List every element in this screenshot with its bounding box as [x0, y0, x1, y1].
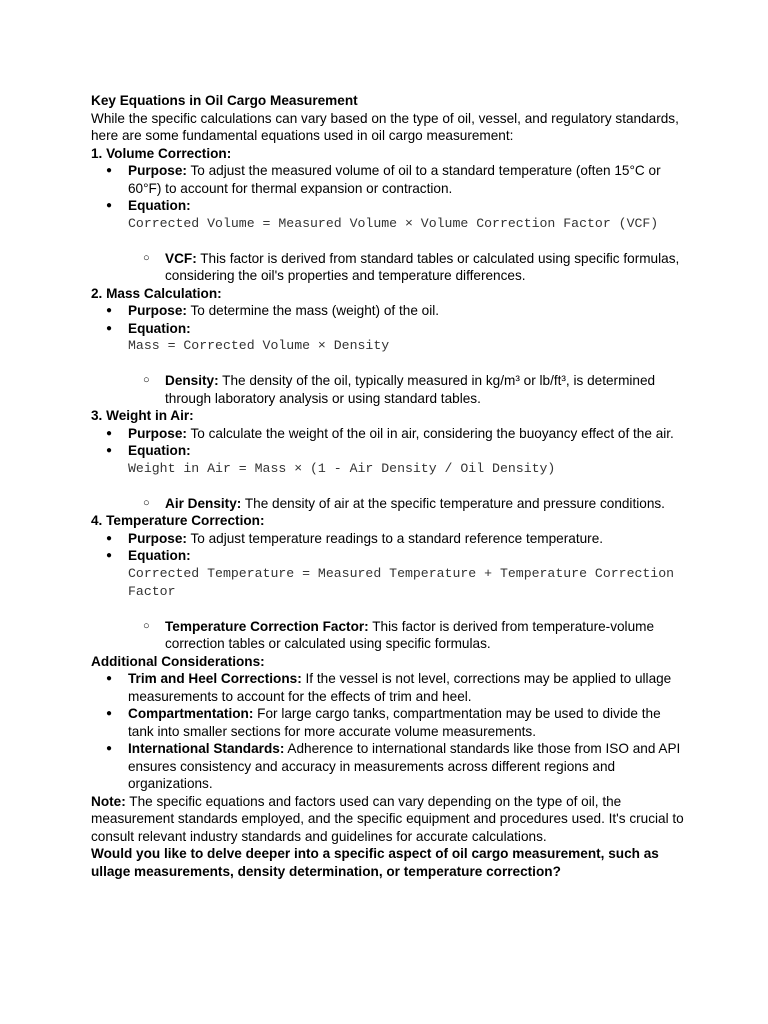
sub-item-label: Temperature Correction Factor:: [165, 618, 369, 634]
purpose-text: To adjust the measured volume of oil to a standard temperature (often 15°C or 60°F) to account for thermal expansion or contraction.: [128, 163, 661, 196]
note-text: The specific equations and factors used can vary depending on the type of oil, the measurement standards employed, and the specific equipment and procedures used. It's crucial to consult relevant industry standards and guidelines for accurate calculations.: [91, 793, 684, 844]
sub-list: [128, 250, 686, 285]
sub-item: [165, 495, 686, 513]
equation-label: Equation:: [128, 198, 191, 213]
equation-item: [128, 320, 686, 408]
section-list: [91, 530, 686, 653]
section-volume-correction: [91, 145, 686, 285]
consideration-label: Compartmentation:: [128, 706, 254, 721]
equation-label: Equation:: [128, 320, 191, 336]
document-body: [91, 92, 686, 880]
sub-item: [165, 618, 686, 653]
sub-list: [128, 618, 686, 653]
purpose-item: [128, 425, 686, 443]
purpose-label: Purpose:: [128, 303, 187, 318]
sub-item-text: This factor is derived from standard tables or calculated using specific formulas, considering the oil's properties and temperature differences.: [165, 250, 680, 283]
sub-item-text: This factor is derived from temperature-volume correction tables or calculated using specific formulas.: [165, 618, 655, 651]
considerations-list: [91, 670, 686, 793]
section-list: [91, 425, 686, 513]
purpose-label: Purpose:: [128, 530, 187, 546]
purpose-item: [128, 162, 686, 197]
equation-item: [128, 197, 686, 285]
consideration-item: [128, 705, 686, 740]
section-heading: 1. Volume Correction:: [91, 145, 232, 161]
purpose-item: [128, 530, 686, 548]
sub-item-text: The density of the oil, typically measured in kg/m³ or lb/ft³, is determined through laboratory analysis or using standard tables.: [165, 373, 656, 406]
section-heading: Additional Considerations:: [91, 653, 265, 669]
sub-list: [128, 372, 686, 407]
consideration-label: Trim and Heel Corrections:: [128, 671, 302, 686]
consideration-label: International Standards:: [128, 741, 285, 756]
sub-item: [165, 372, 686, 407]
equation-item: [128, 547, 686, 653]
consideration-text: For large cargo tanks, compartmentation may be used to divide the tank into smaller sections for more accurate volume measurements.: [128, 706, 661, 739]
additional-considerations: [91, 653, 686, 793]
section-list: [91, 162, 686, 285]
document-title: Key Equations in Oil Cargo Measurement: [91, 93, 358, 108]
intro-paragraph: While the specific calculations can vary based on the type of oil, vessel, and regulatory standards, here are some fundamental equations used in oil cargo measurement:: [91, 110, 679, 143]
sub-item-label: VCF:: [165, 250, 197, 266]
sub-item: [165, 250, 686, 285]
section-mass-calculation: [91, 285, 686, 408]
section-list: [91, 302, 686, 407]
equation-label: Equation:: [128, 443, 191, 458]
consideration-item: [128, 740, 686, 793]
equation-item: [128, 442, 686, 512]
equation-code: Mass = Corrected Volume × Density: [128, 338, 390, 353]
sub-item-label: Density:: [165, 373, 219, 388]
section-heading: 3. Weight in Air:: [91, 408, 194, 423]
equation-label: Equation:: [128, 548, 191, 563]
sub-item-text: The density of air at the specific temperature and pressure conditions.: [241, 495, 665, 511]
sub-list: [128, 495, 686, 513]
purpose-text: To adjust temperature readings to a standard reference temperature.: [186, 530, 604, 546]
section-temperature-correction: [91, 512, 686, 653]
purpose-label: Purpose:: [128, 425, 187, 441]
consideration-item: [128, 670, 686, 705]
sub-item-label: Air Density:: [165, 495, 242, 511]
consideration-text: If the vessel is not level, corrections may be applied to ullage measurements to account for the effects of trim and heel.: [128, 671, 672, 704]
equation-code: Corrected Volume = Measured Volume × Volume Correction Factor (VCF): [128, 215, 659, 231]
equation-code: Corrected Temperature = Measured Temperature + Temperature Correction Factor: [128, 565, 675, 599]
purpose-text: To calculate the weight of the oil in air, considering the buoyancy effect of the air.: [186, 425, 674, 441]
consideration-text: Adherence to international standards like those from ISO and API ensures consistency and accuracy in measurements across different regions and organizations.: [128, 741, 681, 791]
section-heading: 2. Mass Calculation:: [91, 285, 222, 301]
note-paragraph: [91, 793, 686, 846]
closing-question: Would you like to delve deeper into a specific aspect of oil cargo measurement, such as ullage measurements, density determination, or temperature correction?: [91, 846, 659, 879]
section-heading: 4. Temperature Correction:: [91, 513, 265, 528]
section-weight-in-air: [91, 407, 686, 512]
purpose-item: [128, 302, 686, 320]
purpose-text: To determine the mass (weight) of the oil.: [186, 303, 440, 318]
purpose-label: Purpose:: [128, 163, 187, 178]
equation-code: Weight in Air = Mass × (1 - Air Density / Oil Density): [128, 460, 556, 476]
note-label: Note:: [91, 793, 126, 809]
